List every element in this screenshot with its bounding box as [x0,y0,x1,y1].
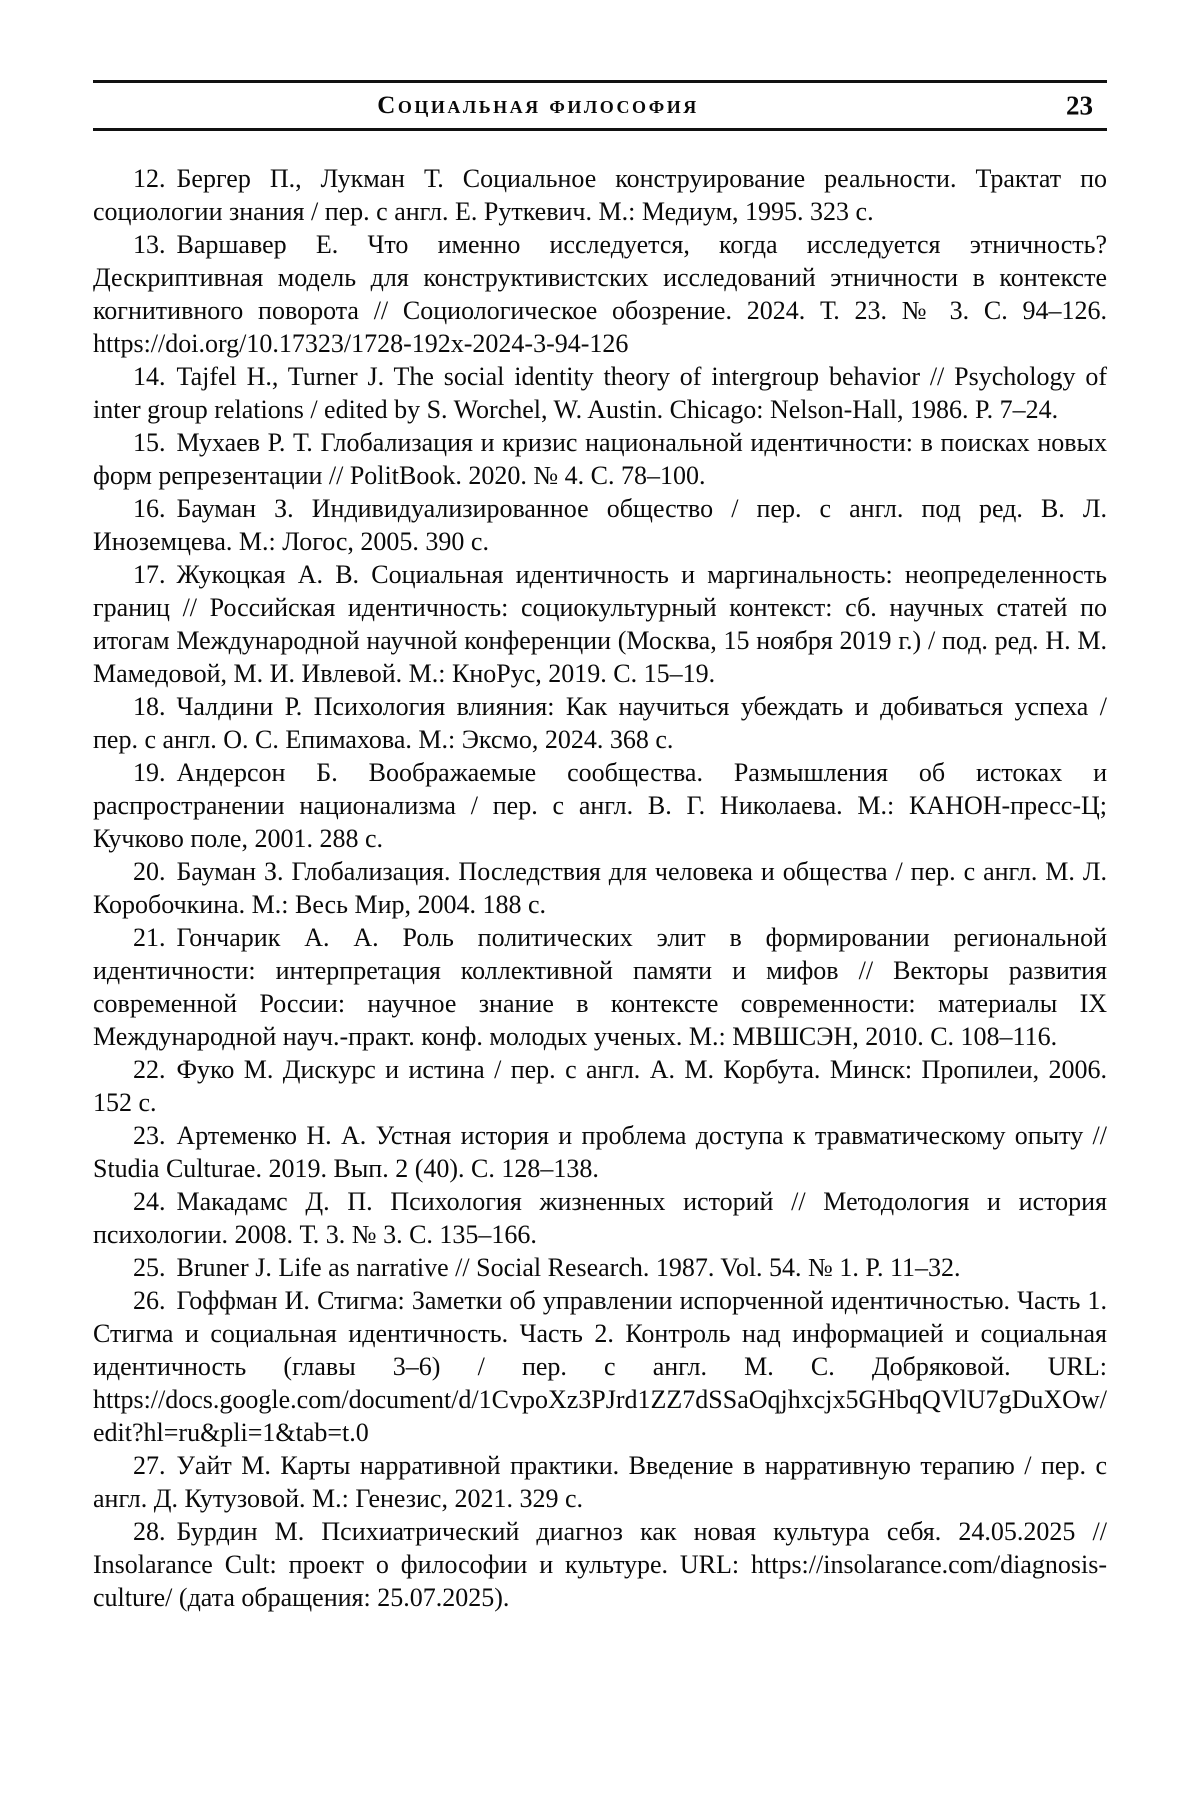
reference-item [93,690,1107,756]
reference-text: Бауман З. Глобализация. Последствия для человека и общества / пер. с англ. М. Л. Коробочкина. М.: Весь Мир, 2004. 188 с. [93,857,1107,919]
reference-text: Андерсон Б. Воображаемые сообщества. Размышления об истоках и распространении национализма / пер. с англ. В. Г. Николаева. М.: КАНОН-пресс-Ц; Кучково поле, 2001. 288 с. [93,758,1107,853]
reference-item [93,855,1107,921]
reference-text: Гоффман И. Стигма: Заметки об управлении испорченной идентичностью. Часть 1. Стигма и социальная идентичность. Часть 2. Контроль над информацией и социальная идентичность (главы 3–6) / пер. с англ. М. С. Добряковой. URL: https://docs.google.com/document/d/1CvpoXz3PJrd1ZZ7dSSaOqjhxcjx5GHbqQVlU7gDuXOw/edit?hl=ru&pli=1&tab=t.0 [93,1286,1107,1447]
reference-item [93,492,1107,558]
reference-item [93,1449,1107,1515]
reference-item [93,1119,1107,1185]
reference-number: 27. [133,1451,166,1480]
reference-text: Мухаев Р. Т. Глобализация и кризис национальной идентичности: в поисках новых форм репрезентации // PolitBook. 2020. № 4. С. 78–100. [93,428,1107,490]
reference-number: 12. [133,164,166,193]
reference-item [93,360,1107,426]
reference-number: 23. [133,1121,166,1150]
reference-number: 13. [133,230,166,259]
reference-text: Жукоцкая А. В. Социальная идентичность и маргинальность: неопределенность границ // Российская идентичность: социокультурный контекст: сб. научных статей по итогам Международной научной конференции (Москва, 15 ноября 2019 г.) / под. ред. Н. М. Мамедовой, М. И. Ивлевой. М.: КноРус, 2019. С. 15–19. [93,560,1107,688]
reference-text: Гончарик А. А. Роль политических элит в формировании региональной идентичности: интерпретация коллективной памяти и мифов // Векторы развития современной России: научное знание в контексте современности: материалы IX Международной науч.-практ. конф. молодых ученых. М.: МВШСЭН, 2010. С. 108–116. [93,923,1107,1051]
reference-text: Bruner J. Life as narrative // Social Research. 1987. Vol. 54. № 1. P. 11–32. [176,1253,961,1282]
section-title: Социальная философия [377,91,699,119]
reference-number: 24. [133,1187,166,1216]
reference-item [93,558,1107,690]
reference-number: 21. [133,923,166,952]
reference-number: 20. [133,857,166,886]
reference-text: Бурдин М. Психиатрический диагноз как новая культура себя. 24.05.2025 // Insolarance Cult: проект о философии и культуре. URL: https://insolarance.com/diagnosis-culture/ (дата обращения: 25.07.2025). [93,1517,1107,1612]
reference-number: 28. [133,1517,166,1546]
reference-text: Макадамс Д. П. Психология жизненных историй // Методология и история психологии. 2008. Т. 3. № 3. С. 135–166. [93,1187,1107,1249]
reference-text: Чалдини Р. Психология влияния: Как научиться убеждать и добиваться успеха / пер. с англ. О. С. Епимахова. М.: Эксмо, 2024. 368 с. [93,692,1107,754]
reference-item [93,756,1107,855]
reference-item [93,1284,1107,1449]
reference-item [93,1053,1107,1119]
reference-item [93,1185,1107,1251]
reference-number: 26. [133,1286,166,1315]
reference-number: 17. [133,560,166,589]
page-number: 23 [1066,90,1093,120]
reference-text: Уайт М. Карты нарративной практики. Введение в нарративную терапию / пер. с англ. Д. Кутузовой. М.: Генезис, 2021. 329 с. [93,1451,1107,1513]
reference-number: 25. [133,1253,166,1282]
reference-number: 22. [133,1055,166,1084]
reference-item [93,921,1107,1053]
reference-list [93,162,1107,1614]
reference-number: 19. [133,758,166,787]
reference-number: 18. [133,692,166,721]
reference-item [93,1515,1107,1614]
reference-text: Tajfel H., Turner J. The social identity theory of intergroup behavior // Psychology of inter group relations / edited by S. Worchel, W. Austin. Chicago: Nelson-Hall, 1986. P. 7–24. [93,362,1107,424]
running-head [93,80,1107,131]
document-page [93,0,1107,1614]
reference-text: Артеменко Н. А. Устная история и проблема доступа к травматическому опыту // Studia Culturae. 2019. Вып. 2 (40). С. 128–138. [93,1121,1107,1183]
reference-item [93,228,1107,360]
reference-item [93,426,1107,492]
reference-text: Фуко М. Дискурс и истина / пер. с англ. А. М. Корбута. Минск: Пропилеи, 2006. 152 с. [93,1055,1107,1117]
reference-number: 16. [133,494,166,523]
reference-text: Варшавер Е. Что именно исследуется, когда исследуется этничность? Дескриптивная модель для конструктивистских исследований этничности в контексте когнитивного поворота // Социологическое обозрение. 2024. Т. 23. № 3. С. 94–126. https://doi.org/10.17323/1728-192x-2024-3-94-126 [93,230,1107,358]
reference-item [93,1251,1107,1284]
reference-number: 14. [133,362,166,391]
reference-item [93,162,1107,228]
reference-text: Бергер П., Лукман Т. Социальное конструирование реальности. Трактат по социологии знания / пер. с англ. Е. Руткевич. М.: Медиум, 1995. 323 с. [93,164,1107,226]
reference-number: 15. [133,428,166,457]
reference-text: Бауман З. Индивидуализированное общество / пер. с англ. под ред. В. Л. Иноземцева. М.: Логос, 2005. 390 с. [93,494,1107,556]
